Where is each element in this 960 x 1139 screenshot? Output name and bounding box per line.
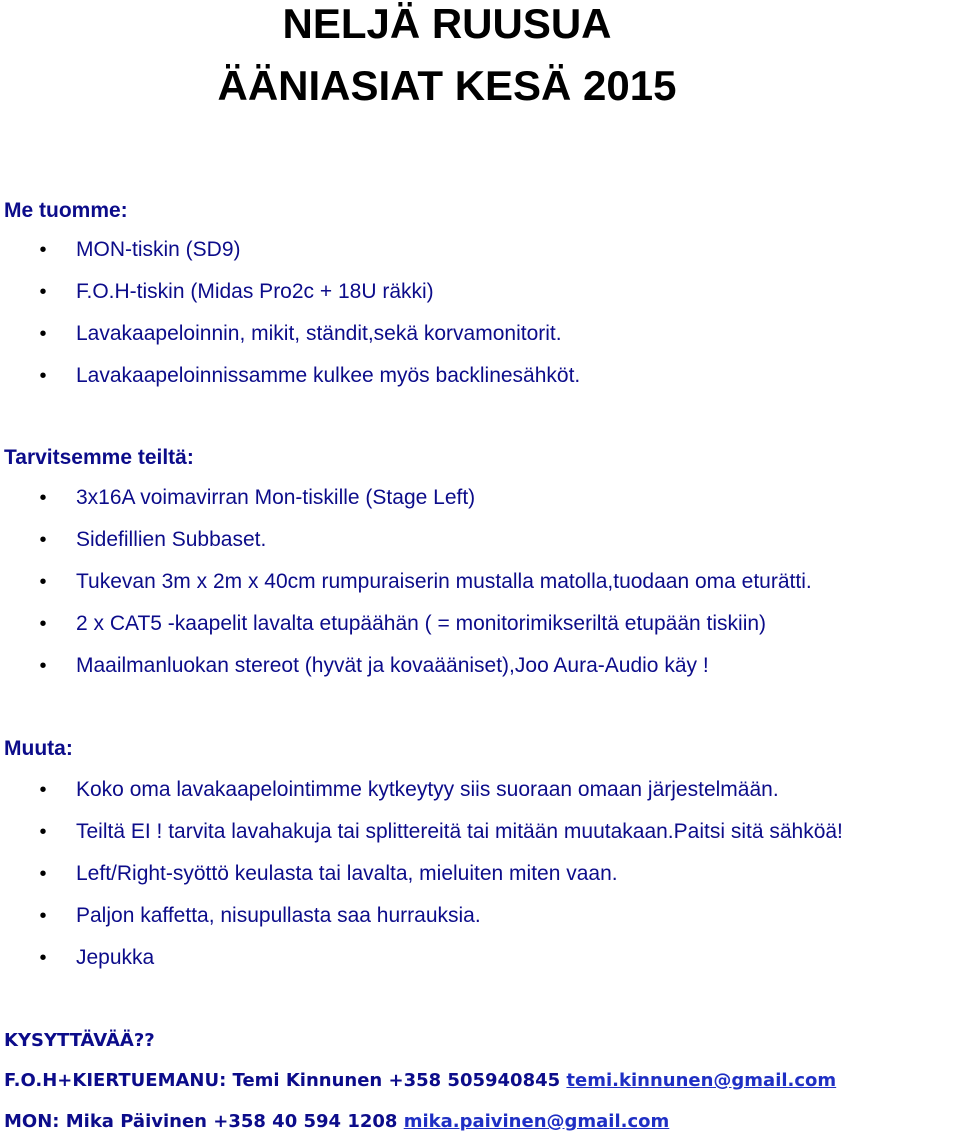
section-heading-we-need: Tarvitsemme teiltä: <box>4 446 194 469</box>
bullet-icon: • <box>39 905 47 927</box>
foh-contact <box>4 1070 836 1091</box>
bullet-icon: • <box>39 613 47 635</box>
foh-contact-text: F.O.H+KIERTUEMANU: Temi Kinnunen +358 505940845 <box>4 1070 567 1091</box>
bullet-icon: • <box>39 239 47 261</box>
bullet-icon: • <box>39 281 47 303</box>
mon-contact <box>4 1111 669 1132</box>
foh-email-link[interactable]: temi.kinnunen@gmail.com <box>566 1070 837 1091</box>
section-heading-other: Muuta: <box>4 737 73 760</box>
section-heading-we-bring: Me tuomme: <box>4 199 128 222</box>
questions-heading: KYSYTTÄVÄÄ?? <box>4 1030 155 1051</box>
bullet-icon: • <box>39 529 47 551</box>
bullet-icon: • <box>39 365 47 387</box>
document-title: NELJÄ RUUSUA <box>282 0 612 47</box>
document-subtitle: ÄÄNIASIAT KESÄ 2015 <box>217 62 677 109</box>
bullet-icon: • <box>39 487 47 509</box>
bullet-icon: • <box>39 655 47 677</box>
bullet-icon: • <box>39 571 47 593</box>
mon-contact-text: MON: Mika Päivinen +358 40 594 1208 <box>4 1111 404 1132</box>
mon-email-link[interactable]: mika.paivinen@gmail.com <box>403 1111 670 1132</box>
bullet-icon: • <box>39 323 47 345</box>
bullet-icon: • <box>39 821 47 843</box>
bullet-icon: • <box>39 947 47 969</box>
bullet-icon: • <box>39 779 47 801</box>
bullet-icon: • <box>39 863 47 885</box>
